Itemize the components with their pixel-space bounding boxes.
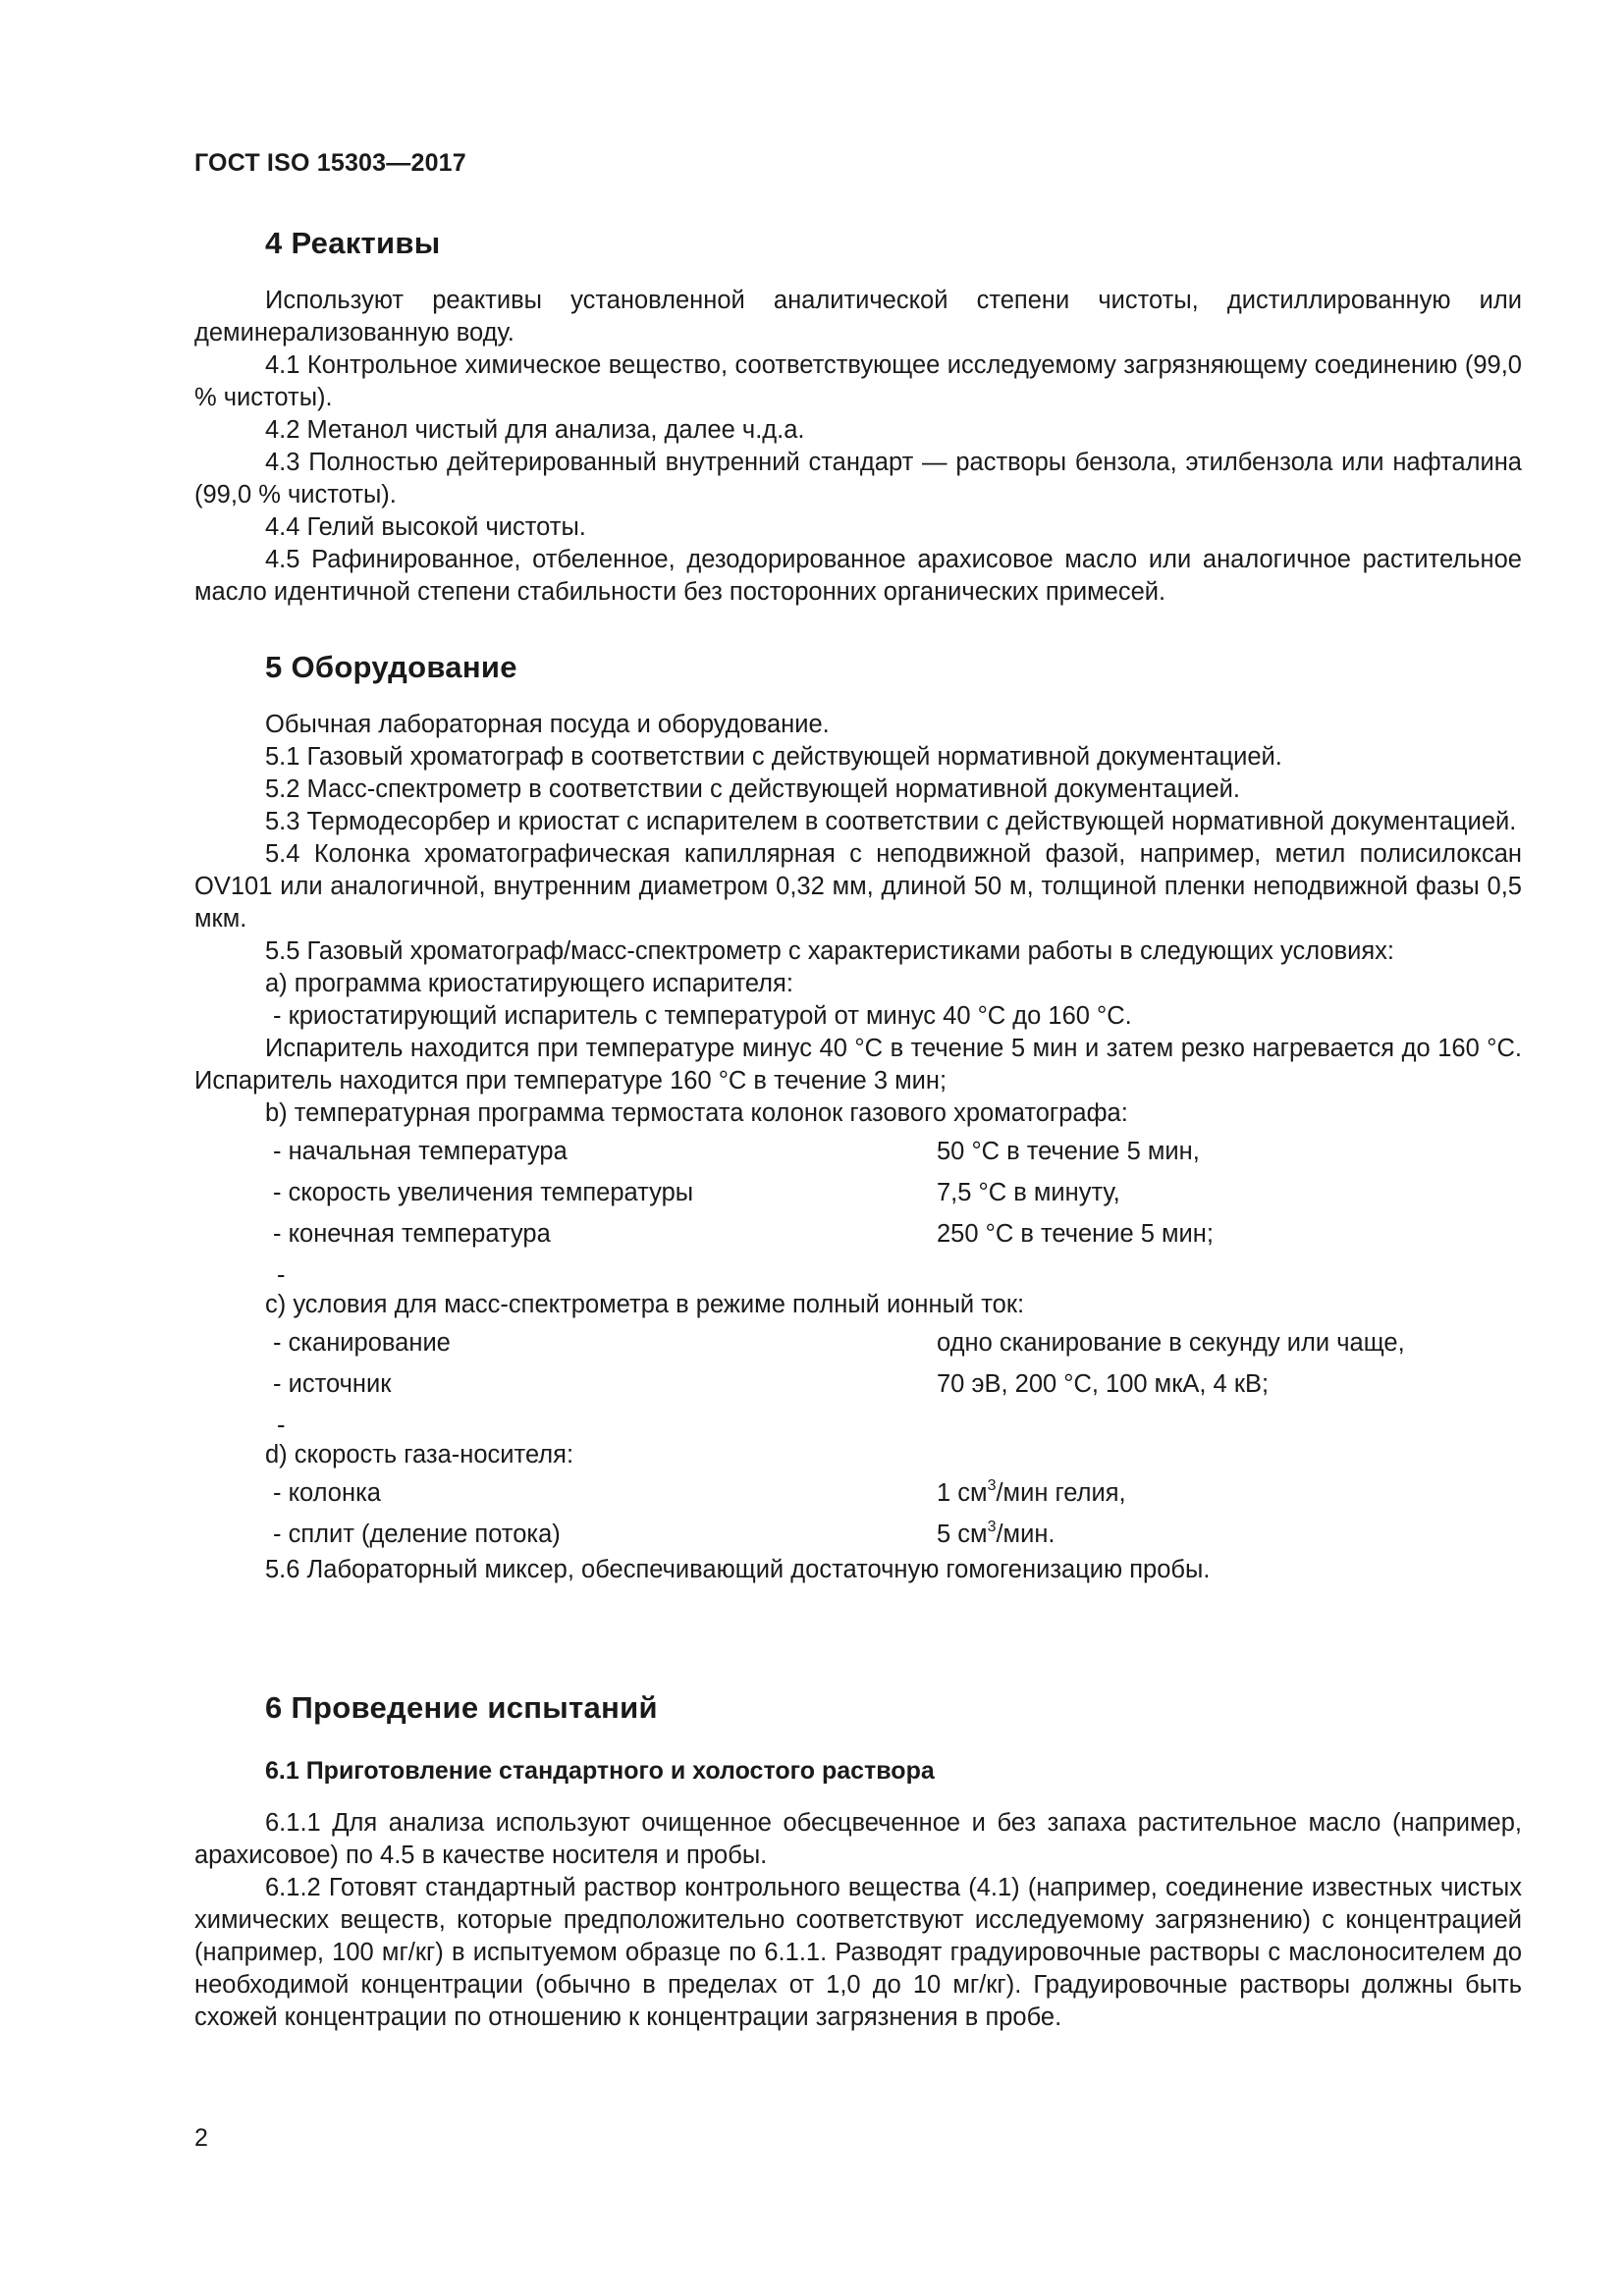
param-value [937, 1477, 1126, 1510]
param-row [194, 1519, 1522, 1554]
paragraph: 6.1.1 Для анализа используют очищенное обесцвеченное и без запаха растительное масло (например, арахисовое) по 4.5 в качестве носителя и пробы. [194, 1809, 1522, 1869]
paragraph: 4.2 Метанол чистый для анализа, далее ч.д.а. [265, 416, 805, 444]
param-label: - колонка [273, 1479, 381, 1507]
paragraph: 4.3 Полностью дейтерированный внутренний стандарт — растворы бензола, этилбензола или нафталина (99,0 % чистоты). [194, 449, 1522, 508]
section-5 [194, 648, 1522, 1586]
list-heading: b) температурная программа термостата колонок газового хроматографа: [265, 1099, 1128, 1127]
list-heading: а) программа криостатирующего испарителя: [265, 970, 793, 997]
document-code: ГОСТ ISO 15303—2017 [194, 149, 466, 177]
section-5-title: 5 Оборудование [265, 650, 517, 684]
value-part: /мин. [996, 1521, 1056, 1548]
param-label: - сканирование [273, 1329, 451, 1357]
value-part: /мин гелия, [996, 1479, 1126, 1507]
page-number: 2 [194, 2124, 208, 2152]
param-label: - сплит (деление потока) [273, 1521, 561, 1548]
param-row [194, 1136, 1522, 1177]
param-row [194, 1218, 1522, 1259]
param-label: - конечная температура [273, 1220, 551, 1248]
section-4-title: 4 Реактивы [265, 226, 441, 260]
section-6-title: 6 Проведение испытаний [265, 1690, 658, 1725]
paragraph: 4.4 Гелий высокой чистоты. [265, 513, 586, 541]
value-part: 5 см [937, 1521, 988, 1548]
superscript: 3 [987, 1519, 997, 1535]
param-row [194, 1368, 1522, 1410]
param-value: 70 эВ, 200 °С, 100 мкА, 4 кВ; [937, 1370, 1270, 1398]
param-row [194, 1177, 1522, 1218]
subsection-title: 6.1 Приготовление стандартного и холостого раствора [265, 1757, 935, 1785]
paragraph: 5.2 Масс-спектрометр в соответствии с действующей нормативной документацией. [265, 775, 1240, 803]
param-label: - начальная температура [273, 1138, 568, 1165]
paragraph: 5.5 Газовый хроматограф/масс-спектрометр с характеристиками работы в следующих условиях: [265, 937, 1395, 965]
paragraph: 6.1.2 Готовят стандартный раствор контрольного вещества (4.1) (например, соединение известных чистых химических веществ, которые предположительно соответствуют исследуемому загрязнению) с концентрацией (например, 100 мг/кг) в испытуемом образце по 6.1.1. Разводят градуировочные растворы с маслоносителем до необходимой концентрации (обычно в пределах от 1,0 до 10 мг/кг). Градуировочные растворы должны быть схожей концентрации по отношению к концентрации загрязнения в пробе. [194, 1874, 1522, 2031]
paragraph: 5.1 Газовый хроматограф в соответствии с действующей нормативной документацией. [265, 743, 1282, 771]
param-row [194, 1477, 1522, 1519]
value-part: 1 см [937, 1479, 988, 1507]
param-value: 250 °С в течение 5 мин; [937, 1220, 1214, 1248]
paragraph: 5.6 Лабораторный миксер, обеспечивающий достаточную гомогенизацию пробы. [265, 1556, 1211, 1583]
section-6 [194, 1688, 1522, 2034]
list-heading: d) скорость газа-носителя: [265, 1441, 574, 1468]
param-value: одно сканирование в секунду или чаще, [937, 1329, 1405, 1357]
empty-dash: - [277, 1261, 286, 1289]
param-row [194, 1327, 1522, 1368]
paragraph: 4.1 Контрольное химическое вещество, соответствующее исследуемому загрязняющему соединению (99,0 % чистоты). [194, 351, 1522, 411]
paragraph: Используют реактивы установленной аналитической степени чистоты, дистиллированную или деминерализованную воду. [194, 287, 1522, 347]
paragraph: 4.5 Рафинированное, отбеленное, дезодорированное арахисовое масло или аналогичное растительное масло идентичной степени стабильности без посторонних органических примесей. [194, 546, 1522, 606]
empty-dash: - [277, 1412, 286, 1439]
param-value: 7,5 °С в минуту, [937, 1179, 1120, 1206]
param-label: - скорость увеличения температуры [273, 1179, 694, 1206]
superscript: 3 [987, 1477, 997, 1494]
paragraph: Обычная лабораторная посуда и оборудование. [265, 711, 830, 738]
list-heading: с) условия для масс-спектрометра в режиме полный ионный ток: [265, 1291, 1025, 1318]
paragraph: Испаритель находится при температуре минус 40 °С в течение 5 мин и затем резко нагревается до 160 °С. Испаритель находится при температуре 160 °С в течение 3 мин; [194, 1035, 1522, 1095]
list-item: - криостатирующий испаритель с температурой от минус 40 °С до 160 °С. [273, 1002, 1132, 1030]
param-label: - источник [273, 1370, 392, 1398]
section-4 [194, 224, 1522, 609]
paragraph: 5.3 Термодесорбер и криостат с испарителем в соответствии с действующей нормативной документацией. [265, 808, 1517, 835]
param-value [937, 1519, 1056, 1551]
param-value: 50 °С в течение 5 мин, [937, 1138, 1200, 1165]
paragraph: 5.4 Колонка хроматографическая капиллярная с неподвижной фазой, например, метил полисилоксан OV101 или аналогичной, внутренним диаметром 0,32 мм, длиной 50 м, толщиной пленки неподвижной фазы 0,5 мкм. [194, 840, 1522, 933]
